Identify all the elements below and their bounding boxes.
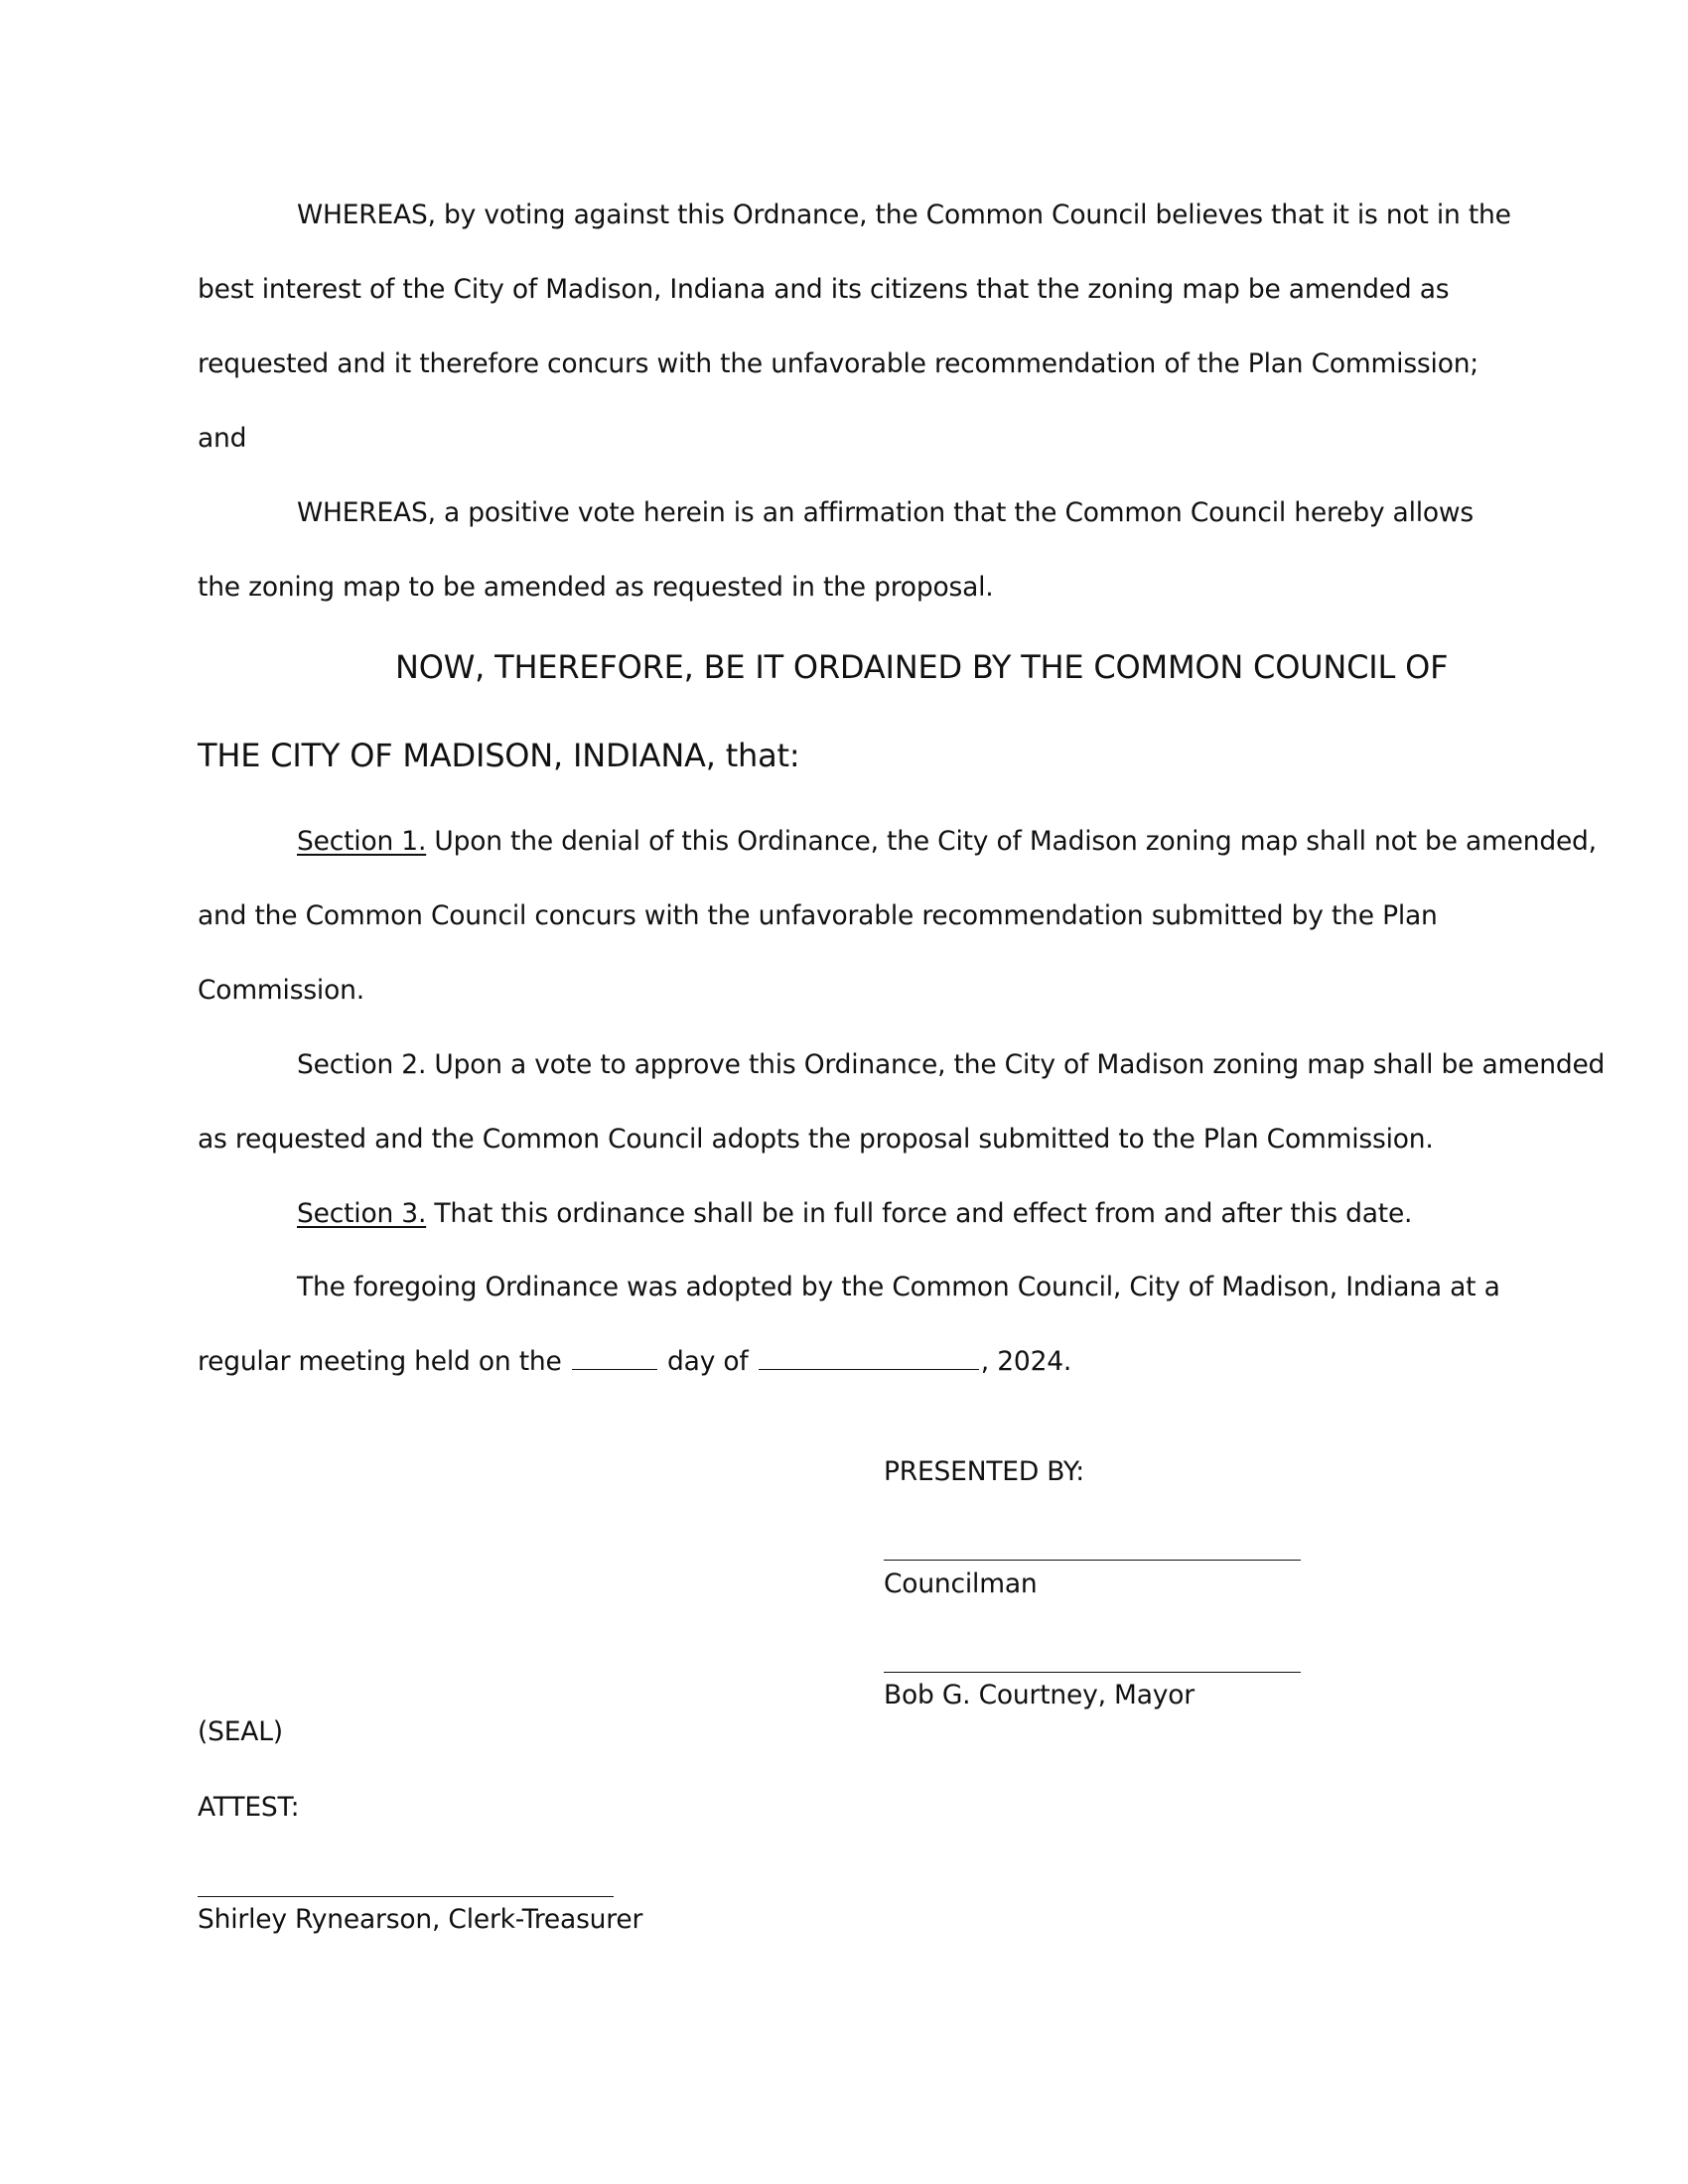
section-1-label: Section 1. xyxy=(297,826,427,857)
mayor-signature-line[interactable] xyxy=(884,1672,1301,1673)
seal-label: (SEAL) xyxy=(198,1716,283,1747)
section-3-text: That this ordinance shall be in full force and effect from and after this date. xyxy=(426,1198,1413,1229)
section-1-text: Upon the denial of this Ordinance, the City of Madison zoning map shall not be amended, xyxy=(426,826,1597,857)
ordained-heading-line-1: NOW, THEREFORE, BE IT ORDAINED BY THE COMMON COUNCIL OF xyxy=(395,648,1449,686)
day-blank[interactable] xyxy=(572,1363,657,1370)
adoption-year: , 2024. xyxy=(980,1346,1072,1377)
ordained-heading-line-2: THE CITY OF MADISON, INDIANA, that: xyxy=(198,737,800,774)
whereas-2-line-1: WHEREAS, a positive vote herein is an affirmation that the Common Council hereby allows xyxy=(297,497,1474,528)
adoption-day-of: day of xyxy=(658,1346,757,1377)
whereas-1-line-4: and xyxy=(198,423,247,454)
section-1-line-3: Commission. xyxy=(198,975,364,1006)
clerk-name: Shirley Rynearson, Clerk-Treasurer xyxy=(198,1904,643,1935)
adoption-line-2 xyxy=(198,1345,1071,1379)
section-1-line-2: and the Common Council concurs with the unfavorable recommendation submitted by the Plan xyxy=(198,900,1438,931)
councilman-label: Councilman xyxy=(884,1569,1038,1599)
clerk-signature-line[interactable] xyxy=(198,1896,614,1897)
attest-label: ATTEST: xyxy=(198,1792,300,1823)
presented-by-label: PRESENTED BY: xyxy=(884,1456,1085,1487)
councilman-signature-line[interactable] xyxy=(884,1560,1301,1561)
whereas-1-line-1: WHEREAS, by voting against this Ordnance, the Common Council believes that it is not in the xyxy=(297,200,1511,230)
mayor-name: Bob G. Courtney, Mayor xyxy=(884,1680,1195,1710)
whereas-2-line-2: the zoning map to be amended as requested in the proposal. xyxy=(198,572,994,603)
section-1-line-1 xyxy=(297,825,1597,859)
section-2-line-2: as requested and the Common Council adopts the proposal submitted to the Plan Commission. xyxy=(198,1124,1434,1155)
adoption-prefix: regular meeting held on the xyxy=(198,1346,570,1377)
whereas-1-line-2: best interest of the City of Madison, Indiana and its citizens that the zoning map be amended as xyxy=(198,274,1450,305)
section-2-line-1: Section 2. Upon a vote to approve this Ordinance, the City of Madison zoning map shall be amended xyxy=(297,1049,1606,1080)
section-3-line xyxy=(297,1197,1412,1231)
whereas-1-line-3: requested and it therefore concurs with the unfavorable recommendation of the Plan Commission; xyxy=(198,348,1479,379)
month-blank[interactable] xyxy=(759,1363,979,1370)
adoption-line-1: The foregoing Ordinance was adopted by the Common Council, City of Madison, Indiana at a xyxy=(297,1272,1500,1302)
section-3-label: Section 3. xyxy=(297,1198,427,1229)
